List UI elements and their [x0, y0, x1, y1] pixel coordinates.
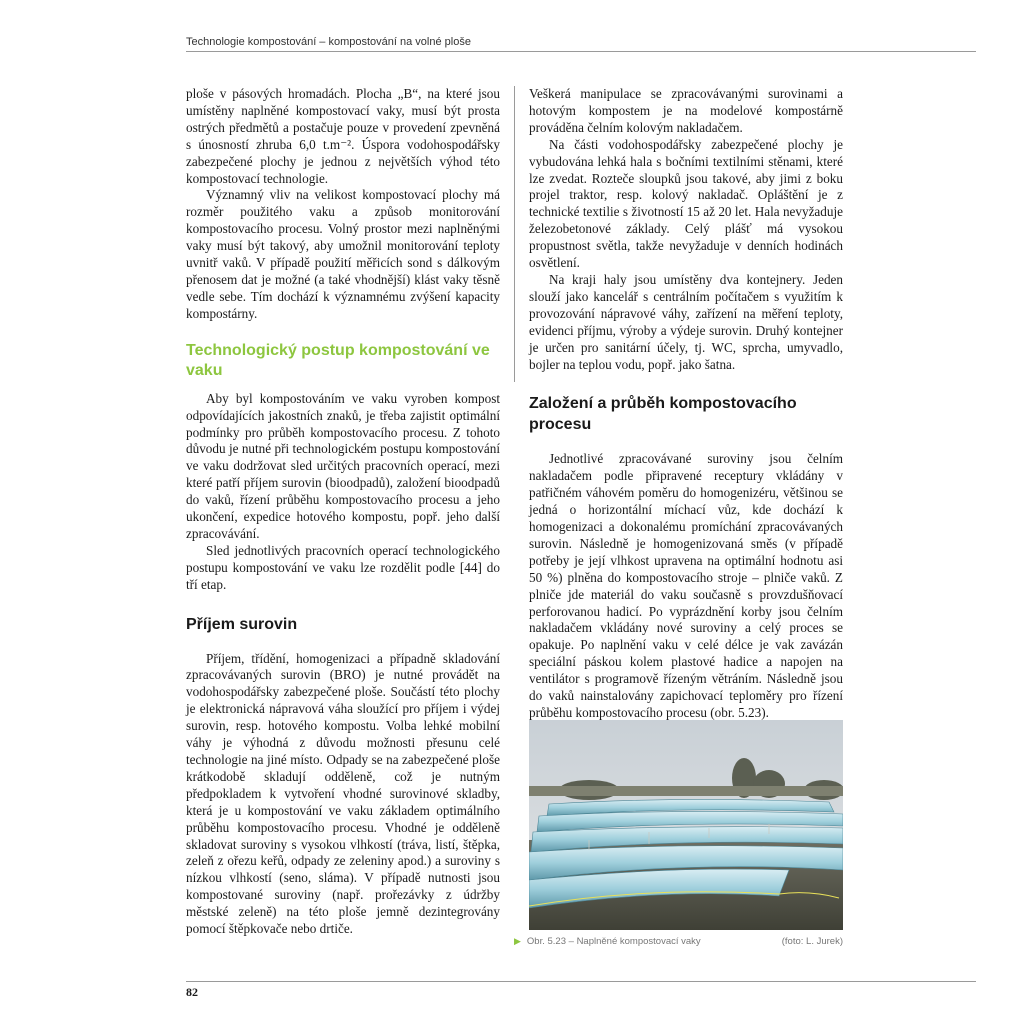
paragraph: Jednotlivé zpracovávané suroviny jsou čelním nakladačem podle připravené receptury vkládány v patřičném váhovém poměru do homogenizéru, většinou se jedná o horizontální míchací vůz, kde dochází k homogenizaci a dokonalému promíchání zpracovávaných surovin. Následně je homogenizovaná směs (v případě potřeby je její vlhkost upravena na optimální hodnotu asi 50 %) plněna do kompostovacího stroje – plniče vaků. Z plniče jde materiál do vaku současně s provzdušňovací perforovanou hadicí. Po vyprázdnění korby jsou čelním nakladačem vkládány nové suroviny a celý proces se opakuje. Po naplnění vaku v celé délce je vak zavázán speciální páskou kolem plastové hadice a napojen na ventilátor s programově řízeným větráním. Následně jsou do vaků nainstalovány zapichovací teploměry pro řízení průběhu kompostovacího procesu (obr. 5.23). — [529, 451, 843, 720]
section-heading: Technologický postup kompostování ve vaku — [186, 341, 490, 379]
triangle-marker-icon: ▶ — [514, 936, 521, 946]
subsection-heading: Příjem surovin — [186, 615, 298, 633]
paragraph: Veškerá manipulace se zpracovávanými surovinami a hotovým kompostem je na modelové kompostárně prováděna čelním kolovým nakladačem. — [529, 86, 843, 135]
running-head: Technologie kompostování – kompostování na volné ploše — [186, 36, 471, 48]
paragraph: Příjem, třídění, homogenizaci a případně skladování zpracovávaných surovin (BRO) je nutné provádět na vodohospodářsky zabezpečené ploše. Součástí této plochy je elektronická nápravová váha sloužící pro příjem i výdej surovin, resp. hotového kompostu. Volba lehké mobilní váhy je výhodná z důvodu možnosti přesunu celé technologie na jiné místo. Odpady se na zabezpečené ploše krátkodobě skladují odděleně, což je nutným předpokladem k vytvoření vhodné surovinové skladby, která je u kompostování ve vaku základem optimálního průběhu kompostovacího procesu. Vhodné je odděleně skladovat suroviny s vysokou vlhkostí (tráva, listí, štěpka, zeleň z ořezu keřů, odpady ze zeleniny apod.) a suroviny s nízkou vlhkostí (seno, sláma). V případě nutnosti jsou kompostované suroviny (např. prořezávky z údržby městské zeleně) na této ploše jemně dezintegrovány pomocí štěpkovače nebo drtiče. — [186, 650, 500, 937]
left-column — [186, 86, 500, 938]
figure-caption: Obr. 5.23 – Naplněné kompostovací vaky — [526, 936, 701, 947]
footer-rule — [186, 981, 976, 982]
figure-photo — [529, 720, 843, 930]
paragraph: Na kraji haly jsou umístěny dva kontejnery. Jeden slouží jako kancelář s centrálním počítačem s využitím k provozování nápravové váhy, zařízení na měření teploty, evidenci příjmu, výroby a výdeje surovin. Druhý kontejner je určen pro sanitární účely, tj. WC, sprcha, umyvadlo, bojler na teplou vodu, popř. jako šatna. — [529, 271, 843, 372]
paragraph: Významný vliv na velikost kompostovací plochy má rozměr použitého vaku a způsob monitorování kompostovacího procesu. Volný prostor mezi naplněnými vaky musí být takový, aby umožnil monitorování teploty uvnitř vaků. V případě použití měřicích sond s dálkovým přenosem dat je možné (a také vhodnější) klást vaky těsně vedle sebe. Tím dochází k významnému zvýšení kapacity kompostárny. — [186, 187, 500, 321]
page-number: 82 — [186, 985, 198, 999]
photo-credit: (foto: L. Jurek) — [781, 936, 843, 947]
figure-caption-row — [514, 936, 843, 947]
column-divider — [514, 86, 515, 382]
subsection-heading: Založení a průběh kompostovacího procesu — [529, 395, 797, 434]
compost-bags-photo — [529, 720, 843, 930]
paragraph: ploše v pásových hromadách. Plocha „B“, na které jsou umístěny naplněné kompostovací vaky, musí být prosta ostrých předmětů a postačuje pouze v provedení zpevněná s únosností zhruba 6,0 t.m⁻². Úspora vodohospodářsky zabezpečené plochy je jednou z největších výhod této kompostovací technologie. — [186, 86, 500, 186]
paragraph: Sled jednotlivých pracovních operací technologického postupu kompostování ve vaku lze rozdělit podle [44] do tří etap. — [186, 542, 500, 592]
paragraph: Aby byl kompostováním ve vaku vyroben kompost odpovídajících jakostních znaků, je třeba zajistit optimální podmínky pro průběh kompostovacího procesu. Z tohoto důvodu je nutné při technologickém postupu kompostování ve vaku dodržovat sled určitých pracovních operací, mezi které patří příjem surovin (bioodpadů), založení bioodpadů do vaků, řízení průběhu kompostovacího procesu a jeho ukončení, expedice hotového kompostu, popř. jeho další zpracovávání. — [186, 390, 500, 541]
header-rule — [186, 51, 976, 52]
paragraph: Na části vodohospodářsky zabezpečené plochy je vybudována lehká hala s bočními textilními stěnami, které lze zvedat. Rozteče sloupků jsou takové, aby jimi z boku projel traktor, resp. kolový nakladač. Opláštění je z technické textilie s životností 15 až 20 let. Hala nevyžaduje železobetonové základy. Celý plášť má vysokou propustnost světla, takže nevyžaduje v denních hodinách osvětlení. — [529, 136, 843, 271]
right-column — [529, 86, 843, 722]
